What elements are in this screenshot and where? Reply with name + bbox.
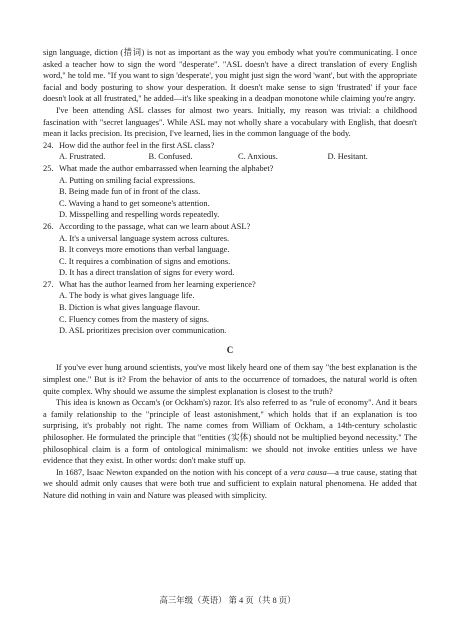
question-number: 24. [43,140,54,150]
options-row [59,151,417,163]
italic-term: vera causa [289,467,327,477]
option-b: B. It conveys more emotions than verbal language. [59,245,230,255]
question-number: 26. [43,221,54,231]
intro-paragraph-1: sign language, diction (措词) is not as important as the way you embody what you're communicating. I once asked a teacher how to sign the word "desperate". "ASL doesn't have a direct translation of every English word," he told me. "If you want to sign 'desperate', you might just sign the word 'want', but with the appropriate facial and body posturing to show your desperation. It doesn't make sense to sign 'frustrated' if your face doesn't look at all frustrated," he added—it's like speaking in a deadpan monotone while claiming you're angry. [43,48,417,104]
intro-paragraph-2: I've been attending ASL classes for almost two years. Initially, my reason was trivial: a childhood fascination with "secret languages". While ASL may not wholly share a vocabulary with English, that doesn't mean it lacks precision. Its precision, I've learned, lies in the common language of the body. [43,105,417,139]
question-number: 25. [43,163,54,173]
question-text: According to the passage, what can we learn about ASL? [59,221,251,231]
option-a: A. Frustrated. [59,152,106,162]
option-d: D. It has a direct translation of signs for every word. [59,268,235,278]
option-c: C. Fluency comes from the mastery of signs. [59,314,210,324]
option-b: B. Confused. [148,152,193,162]
option-a: A. The body is what gives language life. [59,291,195,301]
option-b: B. Diction is what gives language flavour. [59,303,200,313]
option-d: D. ASL prioritizes precision over communication. [59,326,227,336]
question-stem [43,279,417,291]
question-number: 27. [43,279,54,289]
page-footer: 高三年级（英语） 第 4 页（共 8 页） [159,596,296,605]
passage-c-paragraph-2: This idea is known as Occam's (or Ockham's) razor. It's also referred to as "rule of economy". And it bears a family relationship to the "principle of least astonishment," which holds that if an explanation is too surprising, it's probably not right. The name comes from William of Ockham, a 14th-century scholastic philosopher. He formulated the principle that "entities (实体) should not be multiplied beyond necessity." The philosophical claim is a form of ontological minimalism: we should not invoke entities unless we have evidence that they exist. In other words: don't make stuff up. [43,398,417,466]
question-text: What has the author learned from her learning experience? [59,279,256,289]
passage-c-paragraph-1: If you've ever hung around scientists, you've most likely heard one of them say "the best explanation is the simplest one." But is it? From the behavior of ants to the occurrence of tornadoes, the natural world is often quite complex. Why should we assume the simplest explanation is closest to the truth? [43,363,417,396]
question-stem [43,140,417,152]
passage-c-paragraph-3 [43,467,417,502]
question-26 [43,221,417,279]
paragraph-text: In 1687, Isaac Newton expanded on the notion with his concept of a [56,467,290,477]
question-stem [43,221,417,233]
paragraph-text: —a true cause, stating that we should admit only causes that were both true and sufficient to explain natural phenomena. He added that Nature did nothing in vain and Nature was pleased with simplicity. [43,467,417,500]
question-text: How did the author feel in the first ASL class? [59,140,215,150]
question-25 [43,163,417,221]
option-d: D. Hesitant. [327,152,368,162]
option-c: C. It requires a combination of signs and emotions. [59,256,231,266]
option-c: C. Waving a hand to get someone's attention. [59,198,210,208]
question-27 [43,279,417,337]
option-a: A. It's a universal language system across cultures. [59,233,230,243]
section-heading: C [226,344,234,355]
question-text: What made the author embarrassed when learning the alphabet? [59,163,274,173]
question-24 [43,140,417,163]
option-c: C. Anxious. [238,152,278,162]
option-b: B. Being made fun of in front of the class. [59,187,201,197]
option-d: D. Misspelling and respelling words repeatedly. [59,210,220,220]
question-stem [43,163,417,175]
option-a: A. Putting on smiling facial expressions. [59,175,196,185]
